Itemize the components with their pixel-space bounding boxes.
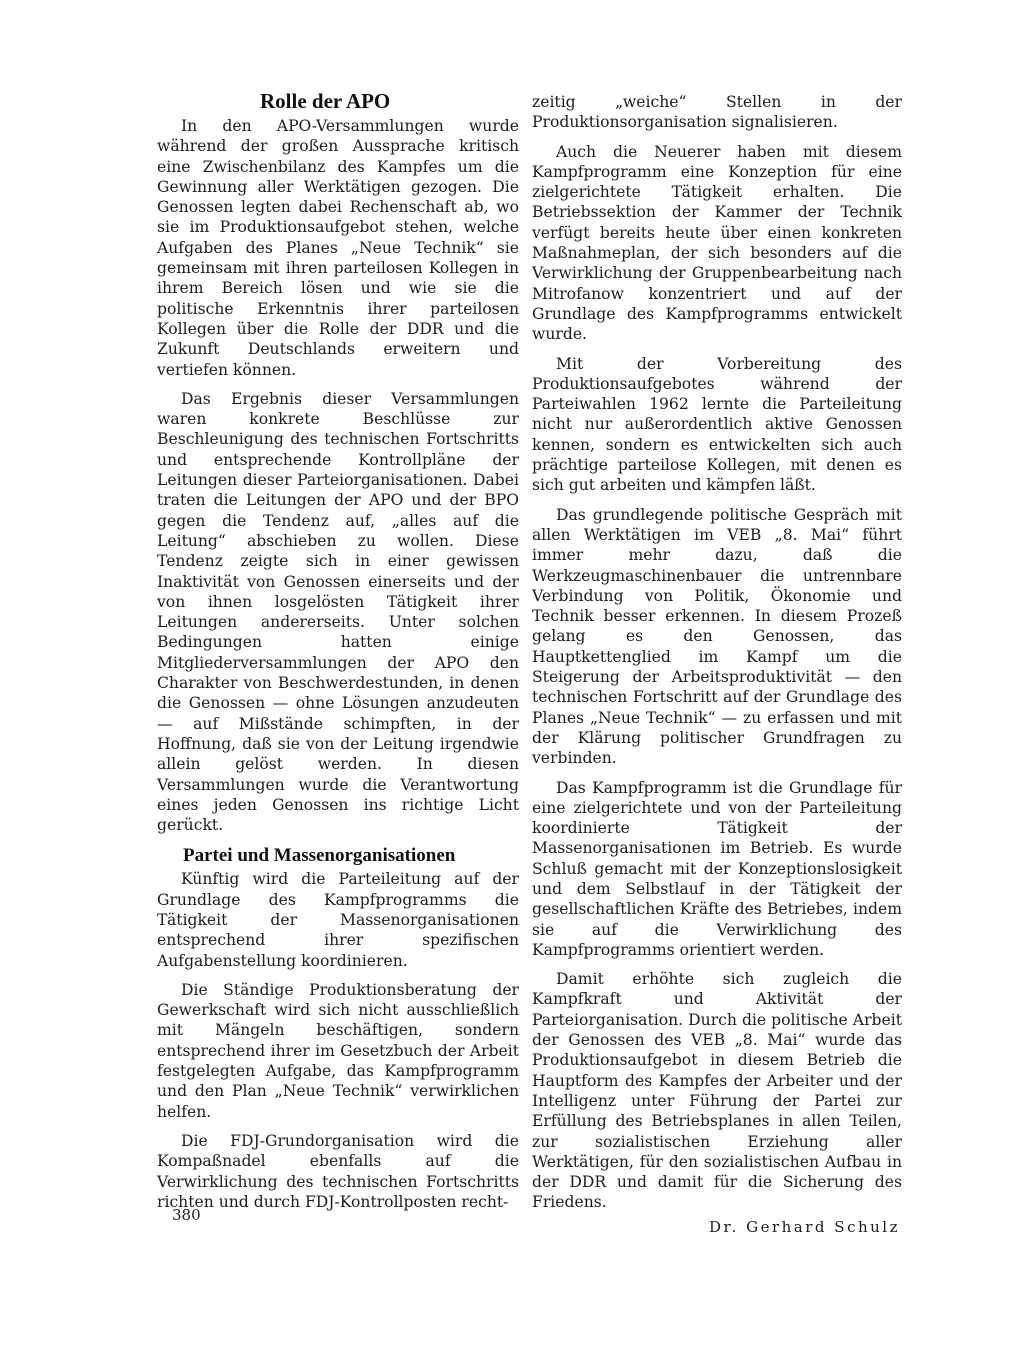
paragraph: Damit erhöhte sich zugleich die Kampfkraft und Aktivität der Parteiorganisation. Durch die politische Arbeit der Genossen des VEB „8. Mai“ wurde das Produktionsaufgebot in diesem Betrieb die Hauptform des Kampfes der Arbeiter und der Intelligenz unter Führung der Partei zur Erfüllung des Betriebsplanes in allen Teilen, zur sozialistischen Erziehung aller Werktätigen, für den sozialistischen Aufbau in der DDR und damit für die Sicherung des Friedens. xyxy=(532,970,902,1212)
paragraph: zeitig „weiche“ Stellen in der Produktionsorganisation signalisieren. xyxy=(532,93,902,132)
paragraph: Das grundlegende politische Gespräch mit allen Werktätigen im VEB „8. Mai“ führt immer mehr dazu, daß die Werkzeugmaschinenbauer die untrennbare Verbindung von Politik, Ökonomie und Technik besser erkennen. In diesem Prozeß gelang es den Genossen, das Hauptkettenglied im Kampf um die Steigerung der Arbeitsproduktivität — den technischen Fortschritt auf der Grundlage des Planes „Neue Technik“ — zu erfassen und mit der Klärung politischer Grundfragen zu verbinden. xyxy=(532,505,902,768)
paragraph: Auch die Neuerer haben mit diesem Kampfprogramm eine Konzeption für eine zielgerichtete Tätigkeit erhalten. Die Betriebssektion der Kammer der Technik verfügt bereits heute über einen konkreten Maßnahmeplan, der sich besonders auf die Verwirklichung der Gruppenbearbeitung nach Mitrofanow konzentriert und auf der Grundlage des Kampfprogramms entwickelt wurde. xyxy=(532,142,902,344)
paragraph: In den APO-Versammlungen wurde während der großen Aussprache kritisch eine Zwischenbilanz des Kampfes um die Gewinnung aller Werktätigen gezogen. Die Genossen legten dabei Rechenschaft ab, wo sie im Produktionsaufgebot stehen, welche Aufgaben des Planes „Neue Technik“ sie gemeinsam mit ihren parteilosen Kollegen in ihrem Bereich lösen und wie sie die politische Erkenntnis ihrer parteilosen Kollegen über die Rolle der DDR und die Zukunft Deutschlands erweitern und vertiefen können. xyxy=(157,117,519,379)
paragraph: Das Kampfprogramm ist die Grundlage für eine zielgerichtete und von der Parteileitung koordinierte Tätigkeit der Massenorganisationen im Betrieb. Es wurde Schluß gemacht mit der Konzeptionslosigkeit und dem Selbstlauf in der Tätigkeit der gesellschaftlichen Kräfte des Betriebes, indem sie auf die Verwirklichung des Kampfprogramms orientiert werden. xyxy=(532,778,902,959)
paragraph: Das Ergebnis dieser Versammlungen waren konkrete Beschlüsse zur Beschleunigung des technischen Fortschritts und entsprechende Kontrollpläne der Leitungen dieser Parteiorganisationen. Dabei traten die Leitungen der APO und der BPO gegen die Tendenz auf, „alles auf die Leitung“ abschieben zu wollen. Diese Tendenz zeigte sich in einer gewissen Inaktivität von Genossen einerseits und der von ihnen losgelösten Tätigkeit ihrer Leitungen andererseits. Unter solchen Bedingungen hatten einige Mitgliederversammlungen der APO den Charakter von Beschwerdestunden, in denen die Genossen — ohne Lösungen anzudeuten — auf Mißstände schimpften, in der Hoffnung, daß sie von der Leitung irgendwie allein gelöst werden. In diesen Versammlungen wurde die Verantwortung eines jeden Genossen ins richtige Licht gerückt. xyxy=(157,389,519,835)
paragraph: Künftig wird die Parteileitung auf der Grundlage des Kampfprogramms die Tätigkeit der Massenorganisationen entsprechend ihrer spezifischen Aufgabenstellung koordinieren. xyxy=(157,870,519,970)
right-column xyxy=(532,92,902,1237)
paragraph: Die FDJ-Grundorganisation wird die Kompaßnadel ebenfalls auf die Verwirklichung des technischen Fortschritts richten und durch FDJ-Kontrollposten recht- xyxy=(157,1131,519,1211)
paragraph: Mit der Vorbereitung des Produktionsaufgebotes während der Parteiwahlen 1962 lernte die Parteileitung nicht nur außerordentlich aktive Genossen kennen, sondern es entwickelten sich auch prächtige parteilose Kollegen, mit denen es sich gut arbeiten und kämpfen läßt. xyxy=(532,354,902,495)
paragraph: Die Ständige Produktionsberatung der Gewerkschaft wird sich nicht ausschließlich mit Mängeln beschäftigen, sondern entsprechend ihrer im Gesetzbuch der Arbeit festgelegten Aufgabe, das Kampfprogramm und den Plan „Neue Technik“ verwirklichen helfen. xyxy=(157,980,519,1121)
section-heading-partei-und-massenorganisationen: Partei und Massenorganisationen xyxy=(183,845,456,867)
section-heading-rolle-der-apo: Rolle der APO xyxy=(260,89,391,113)
page-number: 380 xyxy=(172,1206,201,1224)
left-column xyxy=(157,88,519,1212)
author-signature: Dr. Gerhard Schulz xyxy=(709,1217,900,1236)
